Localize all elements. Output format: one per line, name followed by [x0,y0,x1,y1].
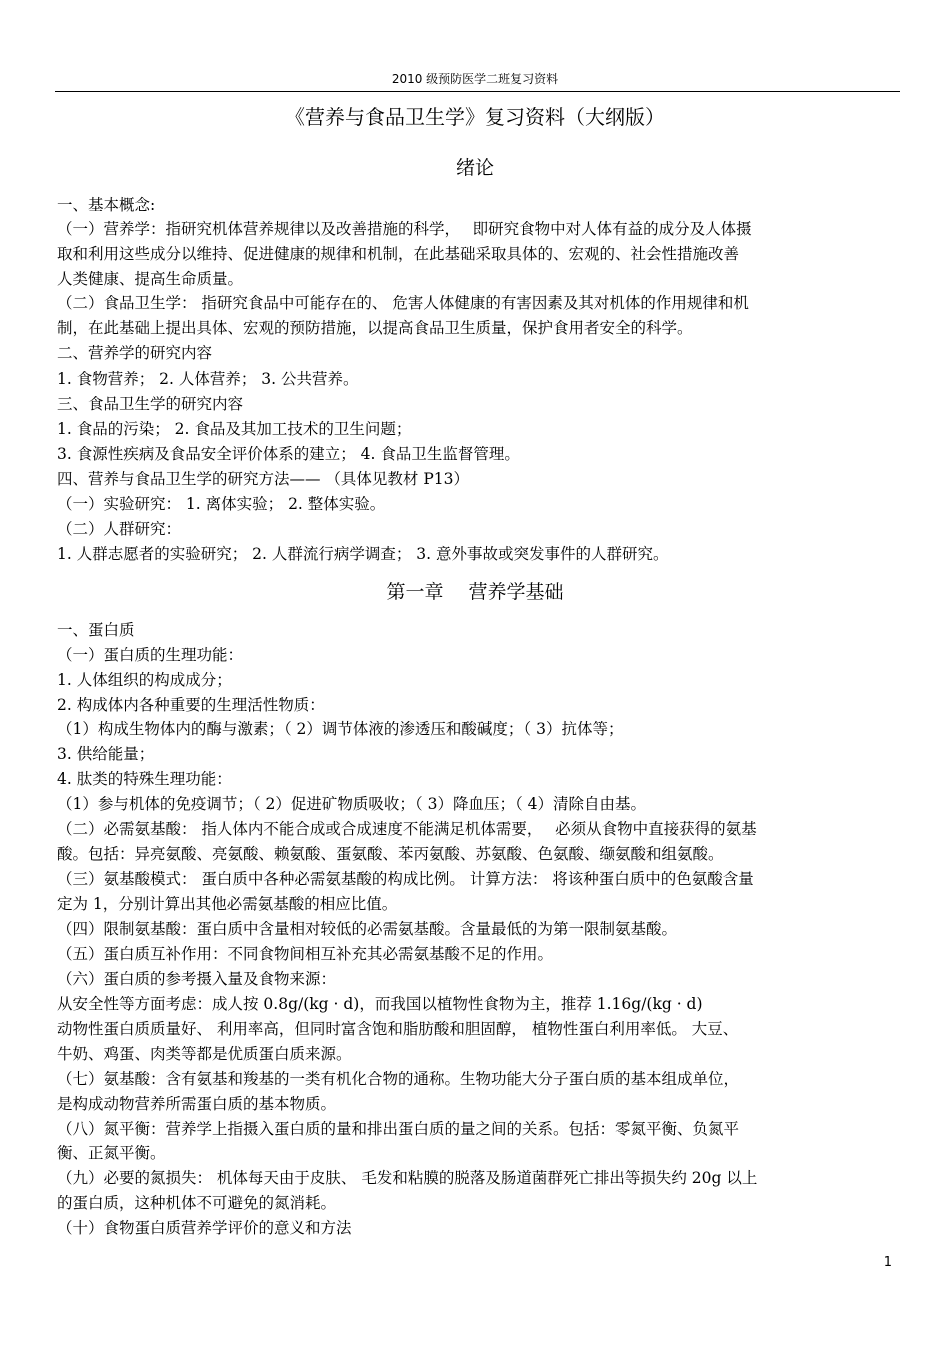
text-line: 制，在此基础上提出具体、宏观的预防措施，以提高食品卫生质量，保护食用者安全的科学。 [57,319,693,337]
text-line: （五）蛋白质互补作用：不同食物间相互补充其必需氨基酸不足的作用。 [57,945,554,963]
text-line: 衡、正氮平衡。 [57,1144,166,1162]
text-line: 一、蛋白质 [57,621,135,639]
text-line: 1. 食品的污染； 2. 食品及其加工技术的卫生问题； [57,420,412,438]
text-line: （四）限制氨基酸：蛋白质中含量相对较低的必需氨基酸。含量最低的为第一限制氨基酸。 [57,920,678,938]
text-line: （二）必需氨基酸： 指人体内不能合成或合成速度不能满足机体需要， 必须从食物中直接获得的氨基 [57,820,757,838]
text-line: （十）食物蛋白质营养学评价的意义和方法 [57,1219,352,1237]
text-line: （三）氨基酸模式： 蛋白质中各种必需氨基酸的构成比例。 计算方法： 将该种蛋白质中的色氨酸含量 [57,870,754,888]
text-line: 的蛋白质，这种机体不可避免的氮消耗。 [57,1194,337,1212]
text-line: （1）参与机体的免疫调节；（ 2）促进矿物质吸收；（ 3）降血压；（ 4）清除自由基。 [57,795,646,813]
text-line: （六）蛋白质的参考摄入量及食物来源： [57,970,337,988]
text-line: 是构成动物营养所需蛋白质的基本物质。 [57,1095,337,1113]
text-line: 二、营养学的研究内容 [57,344,213,362]
text-line: （八）氮平衡：营养学上指摄入蛋白质的量和排出蛋白质的量之间的关系。包括：零氮平衡、负氮平 [57,1120,740,1138]
text-line: 1. 人体组织的构成成分； [57,671,232,689]
text-line: （九）必要的氮损失： 机体每天由于皮肤、 毛发和粘膜的脱落及肠道菌群死亡排出等损失约 20g 以上 [57,1169,758,1187]
text-line: （一）营养学：指研究机体营养规律以及改善措施的科学， 即研究食物中对人体有益的成分及人体摄 [57,220,752,238]
text-line: （一）蛋白质的生理功能： [57,646,244,664]
page-number: 1 [883,1255,892,1270]
text-line: 3. 食源性疾病及食品安全评价体系的建立； 4. 食品卫生监督管理。 [57,445,520,463]
text-line: 动物性蛋白质质量好、 利用率高，但同时富含饱和脂肪酸和胆固醇， 植物性蛋白利用率低。 大豆、 [57,1020,739,1038]
text-line: 酸。包括：异亮氨酸、亮氨酸、赖氨酸、蛋氨酸、苯丙氨酸、苏氨酸、色氨酸、缬氨酸和组氨酸。 [57,845,724,863]
text-line: （1）构成生物体内的酶与激素；（ 2）调节体液的渗透压和酸碱度；（ 3）抗体等； [57,720,624,738]
chapter-heading: 第一章 营养学基础 [386,581,564,603]
text-line: （二）食品卫生学： 指研究食品中可能存在的、 危害人体健康的有害因素及其对机体的作用规律和机 [57,294,749,312]
text-line: 四、营养与食品卫生学的研究方法—— （具体见教材 P13） [57,470,470,488]
text-line: 牛奶、鸡蛋、肉类等都是优质蛋白质来源。 [57,1045,352,1063]
text-line: 从安全性等方面考虑：成人按 0.8g/(kg · d)，而我国以植物性食物为主，推荐 1.16g/(kg · d) [57,995,703,1013]
intro-heading: 绪论 [455,157,494,179]
text-line: 定为 1，分别计算出其他必需氨基酸的相应比值。 [57,895,398,913]
text-line: 1. 人群志愿者的实验研究； 2. 人群流行病学调查； 3. 意外事故或突发事件的人群研究。 [57,545,669,563]
text-line: 取和利用这些成分以维持、促进健康的规律和机制，在此基础采取具体的、宏观的、社会性措施改善 [57,245,740,263]
text-line: 三、食品卫生学的研究内容 [57,395,244,413]
page-header: 2010 级预防医学二班复习资料 [391,72,559,86]
text-line: 人类健康、提高生命质量。 [57,270,244,288]
document-title: 《营养与食品卫生学》复习资料（大纲版） [285,105,665,129]
text-line: 一、基本概念: [57,196,156,214]
header-divider [55,91,900,92]
text-line: 2. 构成体内各种重要的生理活性物质： [57,696,325,714]
text-line: 4. 肽类的特殊生理功能： [57,770,232,788]
text-line: 1. 食物营养； 2. 人体营养； 3. 公共营养。 [57,370,359,388]
text-line: （一）实验研究： 1. 离体实验； 2. 整体实验。 [57,495,386,513]
text-line: （七）氨基酸：含有氨基和羧基的一类有机化合物的通称。生物功能大分子蛋白质的基本组成单位， [57,1070,740,1088]
text-line: 3. 供给能量； [57,745,155,763]
text-line: （二）人群研究： [57,520,182,538]
